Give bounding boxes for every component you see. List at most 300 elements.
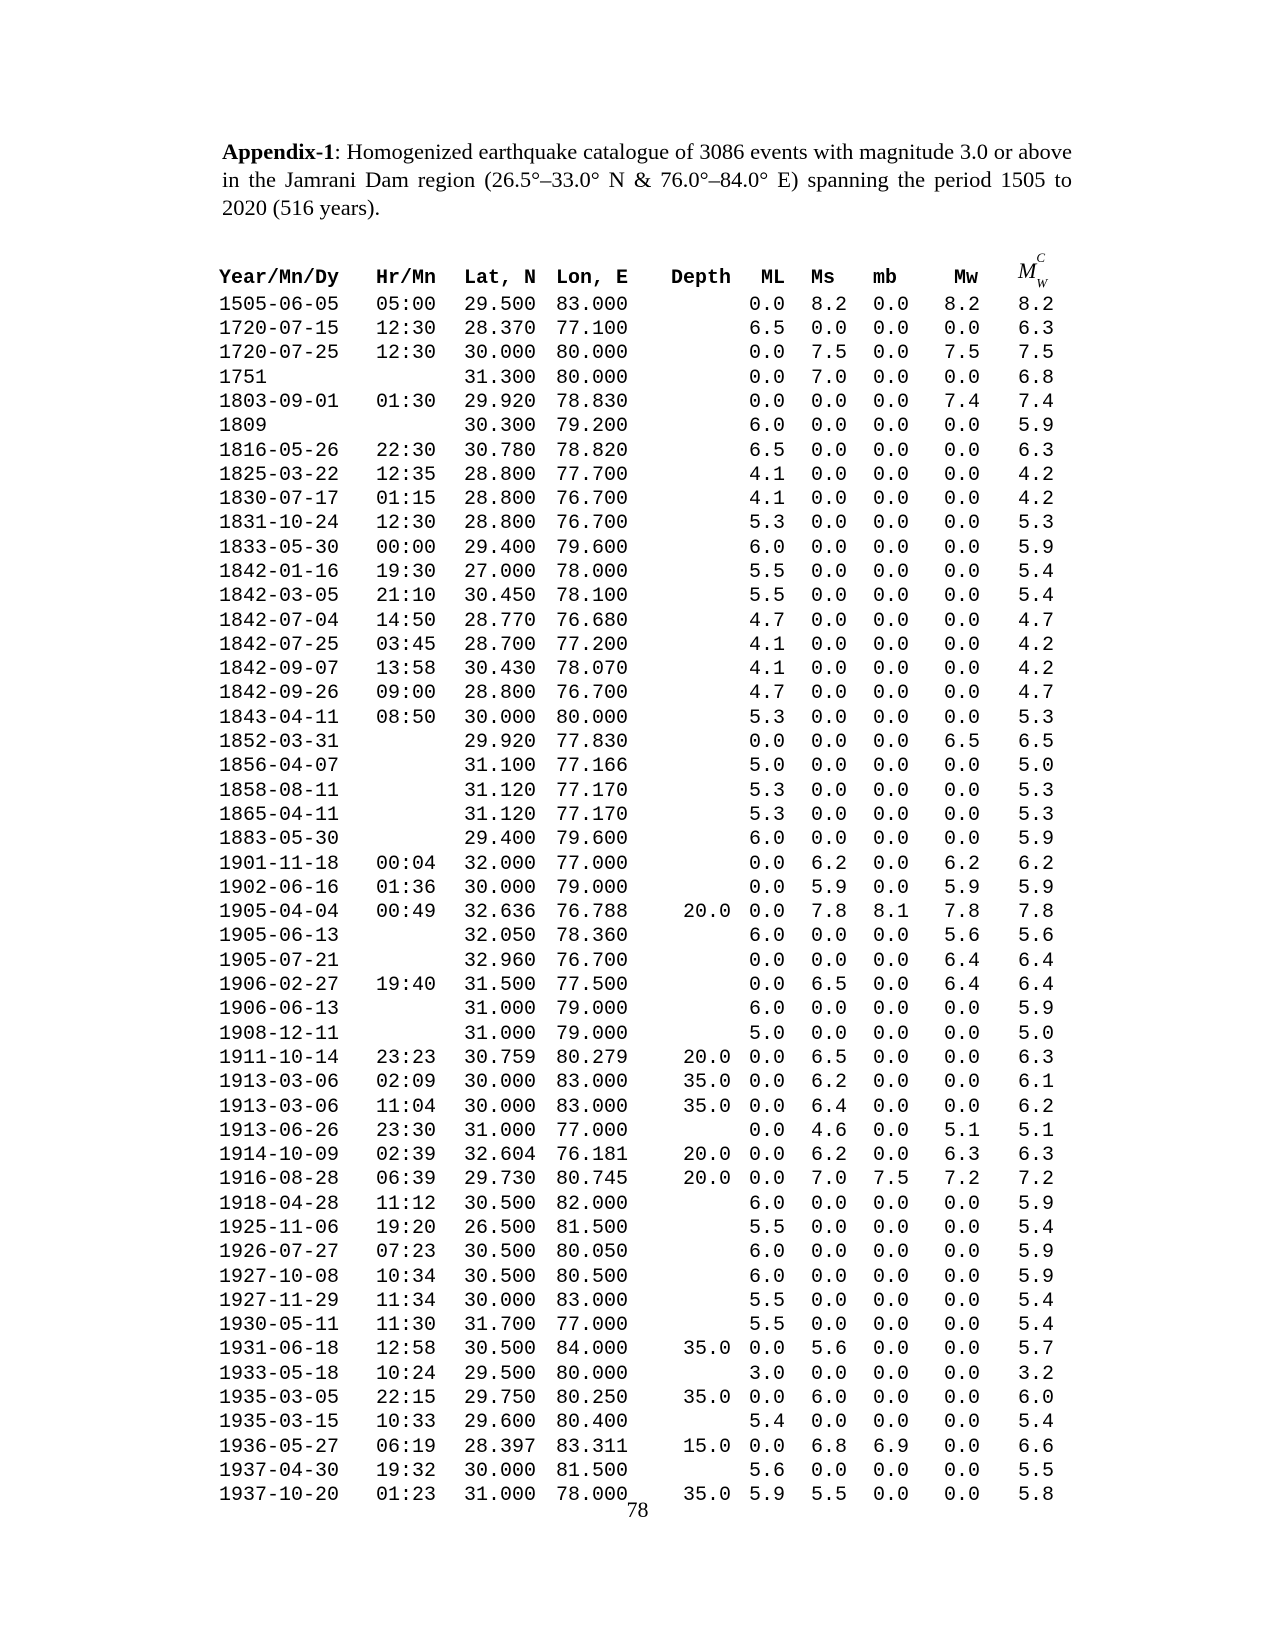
cell-time: 01:36	[376, 876, 437, 900]
table-row	[219, 950, 1068, 974]
cell-mb: 0.0	[873, 974, 910, 998]
cell-date: 1926-07-27	[219, 1241, 340, 1265]
cell-lon: 76.700	[556, 488, 629, 512]
cell-ms: 8.2	[811, 293, 848, 317]
cell-date: 1831-10-24	[219, 512, 340, 536]
cell-mb: 0.0	[873, 1095, 910, 1119]
cell-depth	[649, 950, 749, 974]
table-row	[219, 731, 1068, 755]
cell-lon: 79.000	[556, 876, 629, 900]
cell-ml: 0.0	[749, 1168, 786, 1192]
cell-date: 1927-10-08	[219, 1265, 340, 1289]
cell-ml: 5.6	[749, 1459, 786, 1483]
cell-mw: 0.0	[944, 803, 981, 827]
cell-mw: 0.0	[944, 318, 981, 342]
cell-ms: 0.0	[811, 536, 848, 560]
cell-lon: 76.700	[556, 682, 629, 706]
table-header-row	[219, 254, 1068, 294]
cell-ml: 0.0	[749, 1144, 786, 1168]
table-row	[219, 610, 1068, 634]
cell-lon: 80.400	[556, 1411, 629, 1435]
cell-mw: 0.0	[944, 585, 981, 609]
cell-lon: 80.250	[556, 1387, 629, 1411]
cell-mw: 0.0	[944, 779, 981, 803]
cell-depth: 35.0	[682, 1484, 731, 1508]
cell-depth: 20.0	[682, 901, 731, 925]
cell-ml: 0.0	[749, 1387, 786, 1411]
cell-ml: 4.1	[749, 633, 786, 657]
cell-lat: 27.000	[464, 560, 537, 584]
cell-lat: 32.604	[464, 1144, 537, 1168]
cell-time: 21:10	[376, 585, 437, 609]
cell-mwc: 5.9	[1018, 998, 1055, 1022]
cell-time: 10:24	[376, 1362, 437, 1386]
cell-date: 1856-04-07	[219, 755, 340, 779]
cell-date: 1902-06-16	[219, 876, 340, 900]
cell-depth	[649, 731, 749, 755]
cell-time	[376, 367, 464, 391]
cell-ml: 5.5	[749, 1217, 786, 1240]
cell-mw: 0.0	[944, 1217, 981, 1240]
cell-ml: 0.0	[749, 974, 786, 998]
cell-ml: 5.5	[749, 1289, 786, 1313]
cell-depth	[649, 294, 749, 318]
header-ms: Ms	[811, 267, 836, 291]
cell-mw: 0.0	[944, 488, 981, 512]
cell-time	[376, 731, 464, 755]
cell-date: 1925-11-06	[219, 1217, 340, 1240]
cell-mw: 0.0	[944, 1484, 981, 1508]
cell-mwc: 5.3	[1018, 512, 1055, 536]
cell-lat: 30.500	[464, 1241, 537, 1265]
cell-ml: 5.4	[749, 1411, 786, 1435]
cell-mwc: 4.2	[1018, 463, 1055, 487]
cell-ml: 6.0	[749, 1265, 786, 1289]
cell-time: 06:39	[376, 1168, 437, 1192]
cell-ms: 0.0	[811, 633, 848, 657]
header-lat: Lat, N	[464, 267, 537, 291]
cell-ms: 0.0	[811, 463, 848, 487]
cell-lat: 30.430	[464, 658, 537, 682]
table-row	[219, 415, 1068, 439]
cell-lon: 81.500	[556, 1217, 629, 1240]
table-row	[219, 585, 1068, 609]
cell-lat: 30.000	[464, 706, 537, 730]
cell-mb: 0.0	[873, 1265, 910, 1289]
cell-lon: 77.500	[556, 974, 629, 998]
cell-ml: 6.5	[749, 439, 786, 463]
cell-ms: 0.0	[811, 1241, 848, 1265]
cell-ml: 3.0	[749, 1362, 786, 1386]
cell-ms: 0.0	[811, 318, 848, 342]
cell-ms: 0.0	[811, 1022, 848, 1046]
cell-mb: 0.0	[873, 658, 910, 682]
table-row	[219, 925, 1068, 949]
cell-mwc: 5.0	[1018, 1022, 1055, 1046]
cell-lon: 78.100	[556, 585, 629, 609]
table-row	[219, 1266, 1068, 1290]
table-row	[219, 1290, 1068, 1314]
cell-date: 1816-05-26	[219, 439, 340, 463]
cell-date: 1720-07-25	[219, 342, 340, 366]
cell-ml: 0.0	[749, 1095, 786, 1119]
cell-date: 1842-07-25	[219, 633, 340, 657]
cell-ms: 0.0	[811, 828, 848, 852]
cell-depth	[649, 658, 749, 682]
cell-mw: 0.0	[944, 1095, 981, 1119]
cell-lat: 31.000	[464, 1119, 537, 1143]
cell-ms: 0.0	[811, 488, 848, 512]
cell-lon: 78.820	[556, 439, 629, 463]
cell-lon: 77.166	[556, 755, 629, 779]
cell-depth	[649, 342, 749, 366]
cell-mb: 0.0	[873, 1119, 910, 1143]
cell-time: 00:49	[376, 901, 437, 925]
cell-mb: 0.0	[873, 1338, 910, 1362]
cell-lon: 83.311	[556, 1435, 629, 1459]
cell-mb: 0.0	[873, 390, 910, 414]
cell-mw: 0.0	[944, 1071, 981, 1095]
cell-lat: 29.600	[464, 1411, 537, 1435]
cell-date: 1906-02-27	[219, 974, 340, 998]
cell-time: 23:23	[376, 1046, 437, 1070]
cell-depth	[649, 1266, 749, 1290]
cell-mb: 0.0	[873, 1459, 910, 1483]
cell-mwc: 5.9	[1018, 876, 1055, 900]
cell-lat: 29.920	[464, 390, 537, 414]
table-row	[219, 440, 1068, 464]
cell-time: 12:30	[376, 318, 437, 342]
cell-mb: 8.1	[873, 901, 910, 925]
cell-time: 02:39	[376, 1144, 437, 1168]
cell-depth: 15.0	[682, 1435, 731, 1459]
cell-mw: 0.0	[944, 536, 981, 560]
table-row	[219, 755, 1068, 779]
cell-mw: 0.0	[944, 1338, 981, 1362]
cell-mw: 5.1	[944, 1119, 981, 1143]
cell-mwc: 5.3	[1018, 706, 1055, 730]
cell-depth: 20.0	[682, 1046, 731, 1070]
cell-ml: 0.0	[749, 390, 786, 414]
cell-lon: 77.100	[556, 318, 629, 342]
cell-lon: 76.700	[556, 949, 629, 973]
cell-mb: 0.0	[873, 925, 910, 949]
cell-date: 1931-06-18	[219, 1338, 340, 1362]
cell-time: 01:30	[376, 390, 437, 414]
cell-ms: 6.5	[811, 974, 848, 998]
cell-lat: 30.759	[464, 1046, 537, 1070]
cell-time: 05:00	[376, 293, 437, 317]
cell-lat: 30.000	[464, 1071, 537, 1095]
cell-mb: 0.0	[873, 1314, 910, 1338]
cell-lat: 31.000	[464, 1022, 537, 1046]
cell-ms: 0.0	[811, 415, 848, 439]
cell-mwc: 4.7	[1018, 682, 1055, 706]
header-lon: Lon, E	[556, 267, 629, 291]
cell-mwc: 6.2	[1018, 852, 1055, 876]
cell-time: 07:23	[376, 1241, 437, 1265]
cell-depth	[649, 634, 749, 658]
cell-mw: 6.5	[944, 731, 981, 755]
cell-mwc: 7.5	[1018, 342, 1055, 366]
cell-mw: 6.4	[944, 949, 981, 973]
cell-mb: 0.0	[873, 731, 910, 755]
cell-lon: 80.050	[556, 1241, 629, 1265]
table-row	[219, 998, 1068, 1022]
cell-depth	[649, 1241, 749, 1265]
cell-mb: 0.0	[873, 852, 910, 876]
cell-mw: 5.6	[944, 925, 981, 949]
cell-ml: 0.0	[749, 949, 786, 973]
cell-ml: 5.3	[749, 803, 786, 827]
cell-lon: 77.830	[556, 731, 629, 755]
cell-ms: 7.5	[811, 342, 848, 366]
cell-time: 08:50	[376, 706, 437, 730]
cell-mb: 0.0	[873, 755, 910, 779]
cell-time: 19:32	[376, 1459, 437, 1483]
cell-mb: 0.0	[873, 949, 910, 973]
cell-lat: 28.800	[464, 682, 537, 706]
cell-mw: 7.2	[944, 1168, 981, 1192]
cell-ml: 0.0	[749, 1338, 786, 1362]
cell-time	[376, 998, 464, 1022]
cell-ml: 5.3	[749, 706, 786, 730]
cell-mwc: 5.4	[1018, 560, 1055, 584]
table-row	[219, 1363, 1068, 1387]
cell-lon: 76.788	[556, 901, 629, 925]
cell-lon: 79.000	[556, 1022, 629, 1046]
cell-lat: 30.300	[464, 415, 537, 439]
cell-lon: 80.500	[556, 1265, 629, 1289]
cell-mb: 0.0	[873, 560, 910, 584]
cell-mwc: 5.6	[1018, 925, 1055, 949]
cell-lat: 29.400	[464, 536, 537, 560]
cell-depth	[649, 391, 749, 415]
cell-lon: 77.170	[556, 779, 629, 803]
cell-date: 1843-04-11	[219, 706, 340, 730]
cell-lon: 78.070	[556, 658, 629, 682]
cell-ml: 5.0	[749, 1022, 786, 1046]
header-mw: Mw	[954, 267, 979, 291]
cell-time: 14:50	[376, 609, 437, 633]
cell-mwc: 7.2	[1018, 1168, 1055, 1192]
cell-ms: 6.2	[811, 1071, 848, 1095]
cell-mwc: 6.6	[1018, 1435, 1055, 1459]
cell-date: 1842-01-16	[219, 560, 340, 584]
cell-lon: 80.000	[556, 342, 629, 366]
cell-depth	[649, 1460, 749, 1484]
cell-depth	[649, 1411, 749, 1435]
cell-mwc: 5.1	[1018, 1119, 1055, 1143]
cell-mb: 0.0	[873, 415, 910, 439]
table-row	[219, 1071, 1068, 1095]
cell-time: 19:40	[376, 974, 437, 998]
cell-lat: 30.500	[464, 1265, 537, 1289]
cell-mwc: 5.9	[1018, 828, 1055, 852]
cell-mwc: 5.4	[1018, 1289, 1055, 1313]
cell-mb: 0.0	[873, 609, 910, 633]
cell-mw: 0.0	[944, 1022, 981, 1046]
cell-time: 22:15	[376, 1387, 437, 1411]
cell-lat: 32.000	[464, 852, 537, 876]
cell-ms: 0.0	[811, 1362, 848, 1386]
cell-lon: 77.200	[556, 633, 629, 657]
cell-depth	[649, 561, 749, 585]
cell-date: 1809	[219, 415, 268, 439]
cell-ml: 6.0	[749, 828, 786, 852]
cell-depth	[649, 585, 749, 609]
table-row	[219, 367, 1068, 391]
cell-mb: 0.0	[873, 366, 910, 390]
cell-mwc: 6.8	[1018, 366, 1055, 390]
cell-lon: 79.600	[556, 828, 629, 852]
table-row	[219, 1217, 1068, 1241]
cell-mw: 0.0	[944, 1411, 981, 1435]
cell-ms: 0.0	[811, 1411, 848, 1435]
table-row	[219, 1047, 1068, 1071]
table-caption	[222, 138, 1072, 222]
cell-depth: 20.0	[682, 1144, 731, 1168]
cell-depth	[649, 974, 749, 998]
table-row	[219, 1096, 1068, 1120]
cell-depth: 35.0	[682, 1338, 731, 1362]
table-row	[219, 1460, 1068, 1484]
cell-mb: 0.0	[873, 1144, 910, 1168]
cell-ml: 4.7	[749, 682, 786, 706]
cell-lat: 30.000	[464, 1459, 537, 1483]
cell-ms: 4.6	[811, 1119, 848, 1143]
cell-lat: 28.800	[464, 463, 537, 487]
cell-ml: 5.3	[749, 512, 786, 536]
cell-time: 19:20	[376, 1217, 437, 1240]
cell-lat: 28.770	[464, 609, 537, 633]
cell-depth: 35.0	[682, 1095, 731, 1119]
cell-mb: 0.0	[873, 536, 910, 560]
table-row	[219, 1387, 1068, 1411]
cell-depth	[649, 755, 749, 779]
cell-depth	[649, 877, 749, 901]
cell-lat: 26.500	[464, 1217, 537, 1240]
cell-ms: 0.0	[811, 390, 848, 414]
cell-mwc: 6.3	[1018, 1046, 1055, 1070]
cell-date: 1933-05-18	[219, 1362, 340, 1386]
cell-lat: 32.636	[464, 901, 537, 925]
cell-mwc: 5.9	[1018, 1265, 1055, 1289]
cell-time: 12:30	[376, 512, 437, 536]
cell-ml: 4.1	[749, 658, 786, 682]
cell-date: 1842-03-05	[219, 585, 340, 609]
table-row	[219, 877, 1068, 901]
cell-depth	[649, 998, 749, 1022]
cell-mwc: 6.3	[1018, 1144, 1055, 1168]
cell-ml: 6.0	[749, 998, 786, 1022]
cell-mwc: 5.5	[1018, 1459, 1055, 1483]
cell-date: 1918-04-28	[219, 1192, 340, 1216]
cell-mw: 6.3	[944, 1144, 981, 1168]
cell-date: 1720-07-15	[219, 318, 340, 342]
cell-mwc: 6.4	[1018, 974, 1055, 998]
table-row	[219, 634, 1068, 658]
cell-ms: 0.0	[811, 949, 848, 973]
cell-lon: 78.830	[556, 390, 629, 414]
cell-date: 1842-09-07	[219, 658, 340, 682]
table-row	[219, 828, 1068, 852]
cell-ml: 0.0	[749, 1071, 786, 1095]
cell-ml: 0.0	[749, 1046, 786, 1070]
cell-ms: 0.0	[811, 998, 848, 1022]
cell-date: 1883-05-30	[219, 828, 340, 852]
cell-ms: 7.0	[811, 366, 848, 390]
cell-date: 1913-03-06	[219, 1071, 340, 1095]
cell-ms: 0.0	[811, 560, 848, 584]
table-row	[219, 561, 1068, 585]
header-mwc-base: M	[1018, 257, 1037, 283]
cell-ms: 0.0	[811, 1192, 848, 1216]
cell-date: 1905-06-13	[219, 925, 340, 949]
cell-ml: 5.3	[749, 779, 786, 803]
cell-time: 01:23	[376, 1484, 437, 1508]
table-row	[219, 1314, 1068, 1338]
cell-ms: 0.0	[811, 1459, 848, 1483]
cell-mb: 0.0	[873, 1289, 910, 1313]
cell-mw: 8.2	[944, 293, 981, 317]
cell-date: 1751	[219, 366, 268, 390]
cell-ml: 4.1	[749, 488, 786, 512]
header-mb: mb	[873, 267, 898, 291]
table-body	[219, 294, 1068, 1509]
cell-mw: 0.0	[944, 1435, 981, 1459]
cell-ml: 4.7	[749, 609, 786, 633]
cell-lat: 29.920	[464, 731, 537, 755]
cell-lat: 31.300	[464, 366, 537, 390]
cell-ml: 5.5	[749, 585, 786, 609]
cell-mw: 0.0	[944, 1289, 981, 1313]
cell-ms: 0.0	[811, 439, 848, 463]
cell-mwc: 5.7	[1018, 1338, 1055, 1362]
cell-mwc: 6.3	[1018, 439, 1055, 463]
cell-depth	[649, 512, 749, 536]
cell-mb: 0.0	[873, 1387, 910, 1411]
cell-time: 02:09	[376, 1071, 437, 1095]
table-row	[219, 804, 1068, 828]
cell-ms: 0.0	[811, 779, 848, 803]
cell-ms: 0.0	[811, 706, 848, 730]
cell-ms: 0.0	[811, 1314, 848, 1338]
cell-time: 09:00	[376, 682, 437, 706]
cell-lat: 30.000	[464, 876, 537, 900]
cell-date: 1937-04-30	[219, 1459, 340, 1483]
cell-time	[376, 1023, 464, 1047]
cell-mwc: 4.7	[1018, 609, 1055, 633]
cell-mwc: 4.2	[1018, 633, 1055, 657]
cell-lat: 29.750	[464, 1387, 537, 1411]
cell-lat: 31.700	[464, 1314, 537, 1338]
cell-mwc: 5.0	[1018, 755, 1055, 779]
cell-mw: 0.0	[944, 1046, 981, 1070]
cell-date: 1842-07-04	[219, 609, 340, 633]
cell-mw: 0.0	[944, 560, 981, 584]
cell-mwc: 5.3	[1018, 803, 1055, 827]
cell-time	[376, 828, 464, 852]
cell-mb: 0.0	[873, 439, 910, 463]
cell-depth	[649, 1314, 749, 1338]
cell-time	[376, 755, 464, 779]
cell-time: 11:30	[376, 1314, 437, 1338]
cell-mwc: 5.3	[1018, 779, 1055, 803]
cell-mb: 0.0	[873, 828, 910, 852]
cell-ms: 6.2	[811, 1144, 848, 1168]
table-row	[219, 1436, 1068, 1460]
